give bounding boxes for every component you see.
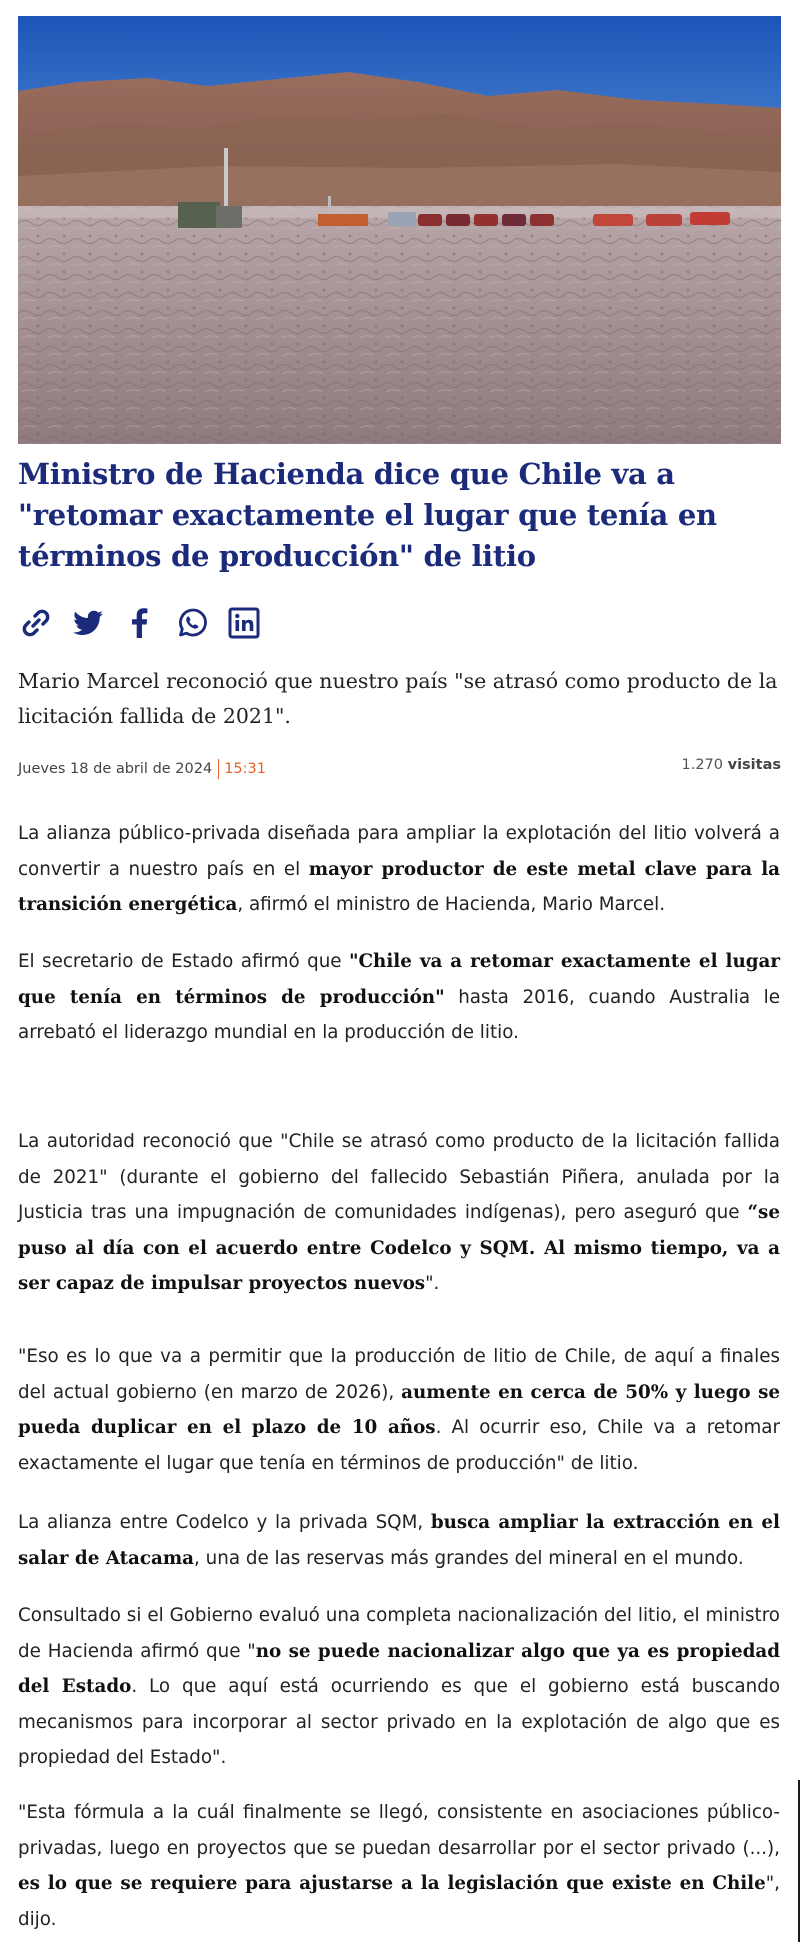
paragraph-text: "Eso es lo que va a permitir que la producción de litio de Chile, de aquí a finales del actual gobierno (en marzo de 2026), (18, 1346, 780, 1403)
paragraph-text: ", dijo. (18, 1873, 780, 1930)
link-icon[interactable] (18, 605, 54, 641)
article-date-line (18, 759, 266, 779)
paragraph-3 (18, 1124, 780, 1302)
twitter-icon[interactable] (70, 605, 106, 641)
paragraph-1 (18, 816, 780, 923)
paragraph-bold: busca ampliar la extracción en el salar de Atacama (18, 1512, 780, 1569)
visit-counter (682, 757, 782, 773)
paragraph-text: hasta 2016, cuando Australia le arrebató el liderazgo mundial en la producción de litio. (18, 986, 780, 1043)
linkedin-icon[interactable] (226, 605, 262, 641)
paragraph-text: Consultado si el Gobierno evaluó una completa nacionalización del litio, el ministro de Hacienda afirmó que " (18, 1605, 780, 1662)
article-hero-image (18, 16, 781, 444)
paragraph-bold: es lo que se requiere para ajustarse a la legislación que existe en Chile (18, 1873, 766, 1894)
paragraph-7 (18, 1795, 780, 1937)
share-bar (18, 603, 262, 643)
paragraph-text: ". (425, 1273, 440, 1294)
article-title: Ministro de Hacienda dice que Chile va a "retomar exactamente el lugar que tenía en términos de producción" de litio (18, 457, 717, 573)
facebook-icon[interactable] (122, 605, 158, 641)
whatsapp-icon[interactable] (174, 605, 210, 641)
paragraph-text: La alianza público-privada diseñada para ampliar la explotación del litio volverá a convertir a nuestro país en el (18, 823, 780, 880)
article-time: 15:31 (224, 761, 266, 777)
paragraph-4 (18, 1339, 780, 1481)
paragraph-text: El secretario de Estado afirmó que (18, 951, 349, 972)
paragraph-text: "Esta fórmula a la cuál finalmente se llegó, consistente en asociaciones público-privadas, luego en proyectos que se puedan desarrollar por el sector privado (...), (18, 1802, 780, 1859)
paragraph-bold: aumente en cerca de 50% y luego se pueda duplicar en el plazo de 10 años (18, 1381, 780, 1438)
paragraph-text: , afirmó el ministro de Hacienda, Mario Marcel. (237, 894, 666, 915)
paragraph-bold: "Chile va a retomar exactamente el lugar que tenía en términos de producción" (18, 951, 780, 1008)
paragraph-6 (18, 1598, 780, 1776)
paragraph-bold: mayor productor de este metal clave para la transición energética (18, 858, 780, 915)
visit-label: visitas (727, 757, 781, 773)
article-date: Jueves 18 de abril de 2024 (18, 761, 213, 777)
date-separator (218, 759, 219, 779)
paragraph-text: La alianza entre Codelco y la privada SQM, (18, 1512, 431, 1533)
visit-count: 1.270 (681, 757, 724, 773)
paragraph-2 (18, 944, 780, 1051)
paragraph-text: La autoridad reconoció que "Chile se atrasó como producto de la licitación fallida de 2021" (durante el gobierno del fallecido Sebastián Piñera, anulada por la Justicia tras una impugnación de comunidades indígenas), pero aseguró que (18, 1131, 780, 1223)
paragraph-bold: “se puso al día con el acuerdo entre Codelco y SQM. Al mismo tiempo, va a ser capaz de impulsar proyectos nuevos (18, 1202, 780, 1294)
paragraph-text: . Lo que aquí está ocurriendo es que el gobierno está buscando mecanismos para incorporar al sector privado en la explotación de algo que es propiedad del Estado". (18, 1676, 781, 1768)
paragraph-bold: no se puede nacionalizar algo que ya es propiedad del Estado (18, 1640, 780, 1697)
paragraph-text: , una de las reservas más grandes del mineral en el mundo. (194, 1547, 744, 1569)
paragraph-5 (18, 1505, 780, 1576)
article-lead: Mario Marcel reconoció que nuestro país "se atrasó como producto de la licitación fallida de 2021". (18, 669, 778, 728)
paragraph-text: . Al ocurrir eso, Chile va a retomar exactamente el lugar que tenía en términos de producción" de litio. (18, 1417, 780, 1474)
